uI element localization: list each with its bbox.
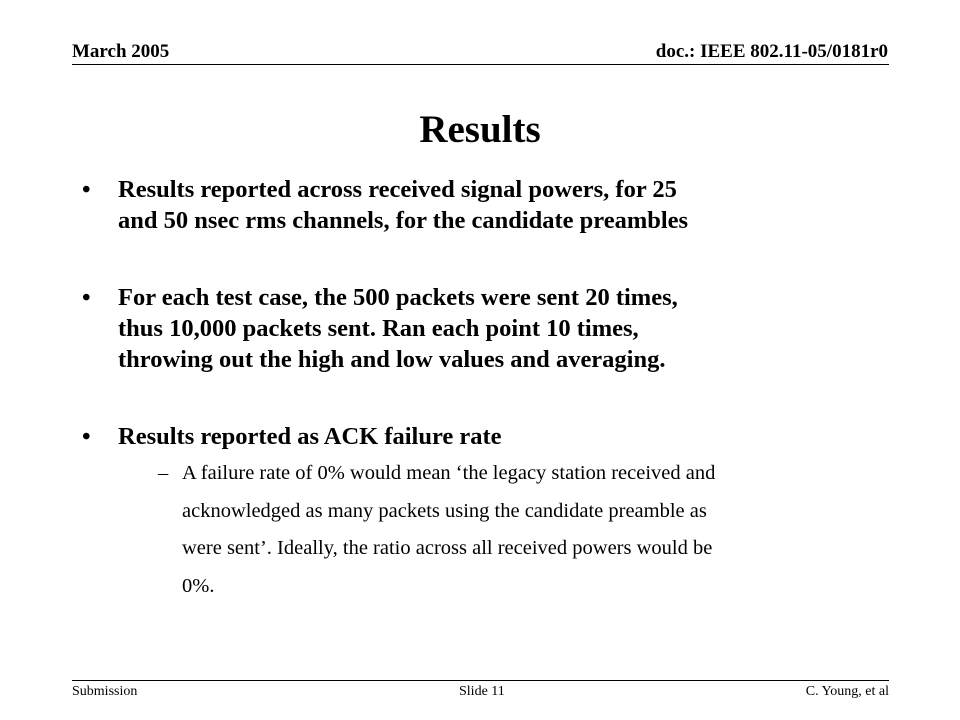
footer-author: C. Young, et al (805, 684, 889, 699)
bullet-text-line: and 50 nsec rms channels, for the candidate preambles (118, 207, 689, 234)
bullet-item (78, 282, 878, 375)
bullet-item (78, 174, 878, 236)
footer-slide-number: Slide 11 (459, 684, 505, 699)
sub-bullet-text-line: acknowledged as many packets using the candidate preamble as (182, 499, 707, 522)
bullet-marker: • (82, 176, 91, 203)
bullet-marker: • (82, 423, 91, 450)
sub-bullet-text-line: were sent’. Ideally, the ratio across all received powers would be (182, 537, 713, 559)
sub-bullet-item (78, 455, 878, 605)
footer-divider (72, 680, 889, 681)
bullet-text-line: Results reported as ACK failure rate (118, 423, 502, 450)
header-doc-id: doc.: IEEE 802.11-05/0181r0 (655, 41, 888, 62)
sub-bullet-text-line: A failure rate of 0% would mean ‘the legacy station received and (182, 462, 716, 484)
sub-bullet-marker: – (158, 462, 169, 484)
sub-bullet-text-line: 0%. (182, 574, 215, 597)
header-divider (72, 64, 889, 65)
slide-title: Results (419, 108, 541, 151)
bullet-text-line: Results reported across received signal powers, for 25 (118, 176, 677, 203)
footer-submission: Submission (72, 684, 138, 699)
bullet-text-line: thus 10,000 packets sent. Ran each point 10 times, (118, 315, 639, 342)
bullet-marker: • (82, 284, 91, 311)
bullet-text-line: throwing out the high and low values and averaging. (118, 346, 666, 373)
slide-body (78, 174, 878, 605)
bullet-item (78, 421, 878, 452)
bullet-text-line: For each test case, the 500 packets were sent 20 times, (118, 284, 678, 311)
header-date: March 2005 (72, 41, 170, 62)
